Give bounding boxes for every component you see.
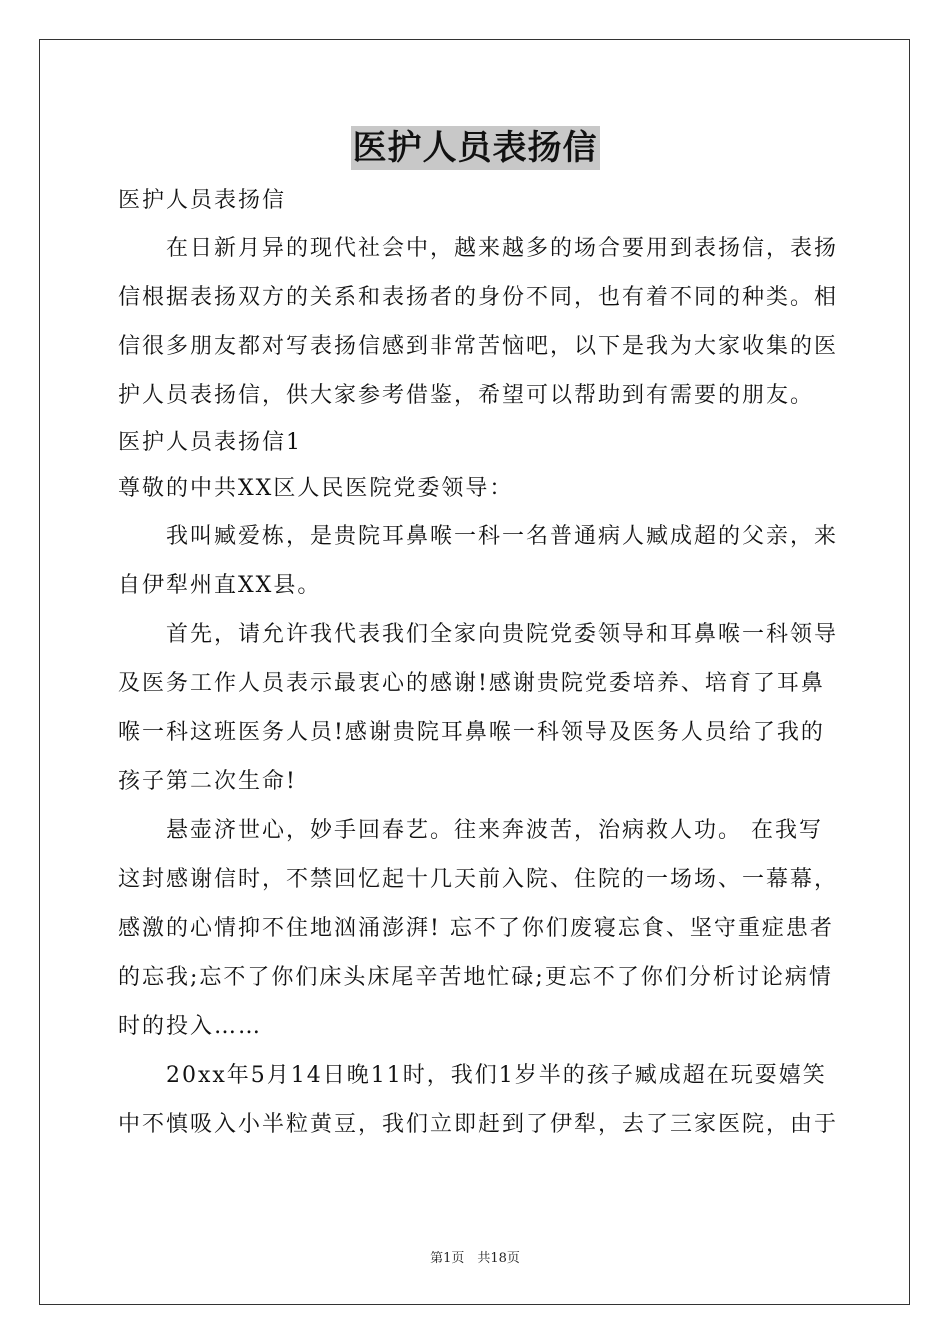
paragraph-line: 孩子第二次生命! bbox=[118, 769, 297, 794]
paragraph-line: 我叫臧爱栋，是贵院耳鼻喉一科一名普通病人臧成超的父亲，来 bbox=[166, 524, 839, 549]
paragraph-line: 时的投入…… bbox=[118, 1014, 263, 1039]
intro-line: 信很多朋友都对写表扬信感到非常苦恼吧，以下是我为大家收集的医 bbox=[118, 334, 839, 359]
paragraph-line: 首先，请允许我代表我们全家向贵院党委领导和耳鼻喉一科领导 bbox=[166, 622, 839, 647]
paragraph-line: 及医务工作人员表示最衷心的感谢!感谢贵院党委培养、培育了耳鼻 bbox=[118, 671, 825, 696]
title-wrap bbox=[0, 126, 950, 170]
page-footer: 第1页 共18页 bbox=[430, 1251, 520, 1266]
intro-line: 在日新月异的现代社会中，越来越多的场合要用到表扬信，表扬 bbox=[166, 236, 839, 261]
subtitle: 医护人员表扬信 bbox=[118, 188, 287, 213]
paragraph-line: 感激的心情抑不住地汹涌澎湃! 忘不了你们废寝忘食、坚守重症患者 bbox=[118, 916, 834, 941]
salutation: 尊敬的中共XX区人民医院党委领导： bbox=[118, 476, 514, 501]
document-title: 医护人员表扬信 bbox=[352, 128, 598, 168]
section-title: 医护人员表扬信1 bbox=[118, 430, 302, 455]
paragraph-line: 的忘我;忘不了你们床头床尾辛苦地忙碌;更忘不了你们分析讨论病情 bbox=[118, 965, 833, 990]
document-body bbox=[118, 178, 839, 1149]
paragraph-line: 中不慎吸入小半粒黄豆，我们立即赶到了伊犁，去了三家医院，由于 bbox=[118, 1112, 839, 1137]
intro-line: 护人员表扬信，供大家参考借鉴，希望可以帮助到有需要的朋友。 bbox=[118, 383, 815, 408]
paragraph-line: 喉一科这班医务人员!感谢贵院耳鼻喉一科领导及医务人员给了我的 bbox=[118, 720, 825, 745]
intro-line: 信根据表扬双方的关系和表扬者的身份不同，也有着不同的种类。相 bbox=[118, 285, 839, 310]
paragraph-line: 悬壶济世心，妙手回春艺。往来奔波苦，治病救人功。 在我写 bbox=[166, 818, 823, 843]
paragraph-line: 自伊犁州直XX县。 bbox=[118, 573, 322, 598]
paragraph-line: 这封感谢信时，不禁回忆起十几天前入院、住院的一场场、一幕幕， bbox=[118, 867, 839, 892]
paragraph-line: 20xx年5月14日晚11时，我们1岁半的孩子臧成超在玩耍嬉笑 bbox=[166, 1063, 827, 1088]
